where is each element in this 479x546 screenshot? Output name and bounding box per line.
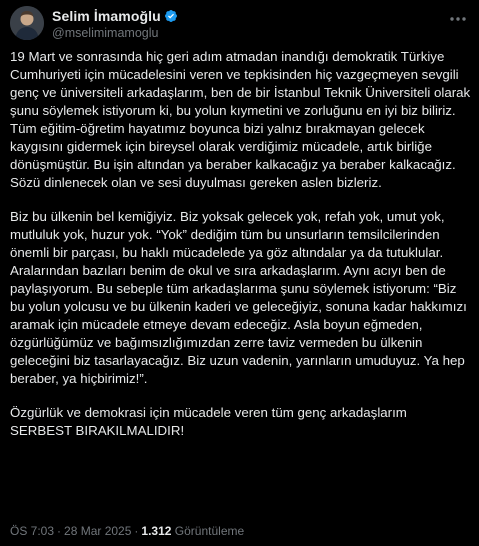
avatar-image-icon xyxy=(10,6,44,40)
tweet-time[interactable]: ÖS 7:03 xyxy=(10,524,55,538)
meta-separator: · xyxy=(134,524,139,538)
display-name[interactable]: Selim İmamoğlu xyxy=(52,8,161,24)
tweet-meta xyxy=(10,524,244,538)
tweet-paragraph: 19 Mart ve sonrasında hiç geri adım atmadan inandığı demokratik Türkiye Cumhuriyeti için mücadelesini veren ve tepkisinden hiç vazgeçmeyen sevgili genç ve üniversiteli arkadaşlarım, ben de bir İstanbul Teknik Üniversiteli olarak şunu söylemek istiyorum ki, bu yolun kıymetini ve zorluğunu en iyi biz biliriz. Tüm eğitim-öğretim hayatımız boyunca bizi yalnız bırakmayan gelecek kaygısını gidermek için bireysel olarak verdiğimiz mücadele, artık birliğe dönüşmüştür. Bu işin altından ya beraber kalkacağız ya beraber kalkacağız. Sözü dinlenecek olan ve sesi duyulması gereken aslen bizleriz. xyxy=(10,49,471,190)
views-label: Görüntüleme xyxy=(174,524,245,538)
tweet-header xyxy=(10,4,469,44)
user-handle[interactable]: @mselimimamoglu xyxy=(52,26,159,40)
avatar[interactable] xyxy=(10,6,44,40)
verified-badge-icon xyxy=(164,9,178,23)
meta-separator: · xyxy=(57,524,62,538)
views-count: 1.312 xyxy=(141,524,172,538)
name-row xyxy=(52,8,178,24)
more-horizontal-icon[interactable] xyxy=(447,10,469,28)
tweet-paragraph: Özgürlük ve demokrasi için mücadele veren tüm genç arkadaşlarım SERBEST BIRAKILMALIDIR! xyxy=(10,405,407,438)
tweet-date[interactable]: 28 Mar 2025 xyxy=(64,524,132,538)
tweet-text xyxy=(10,48,472,440)
tweet-paragraph: Biz bu ülkenin bel kemiğiyiz. Biz yoksak gelecek yok, refah yok, umut yok, mutluluk yok, huzur yok. “Yok” dediğim tüm bu unsurların temsilcilerinden önemli bir parçası, bu haklı mücadelede ya göz altındalar ya da tutuklular. Aralarından bazıları benim de okul ve sıra arkadaşlarım. Aynı acıyı ben de paylaşıyorum. Bu sebeple tüm arkadaşlarıma şunu söylemek istiyorum: “Biz bu yolun yolcusu ve bu ülkenin kaderi ve geleceğiyiz, sonuna kadar hakkımızı aramak için mücadele etmeye devam edeceğiz. Asla boyun eğmeden, özgürlüğümüz ve bağımsızlığımızdan zerre taviz vermeden bu ülkenin geleceğini biz tasarlayacağız. Biz uzun vadenin, yarınların umuduyuz. Ya hep beraber, ya hiçbirimiz!”. xyxy=(10,209,467,386)
